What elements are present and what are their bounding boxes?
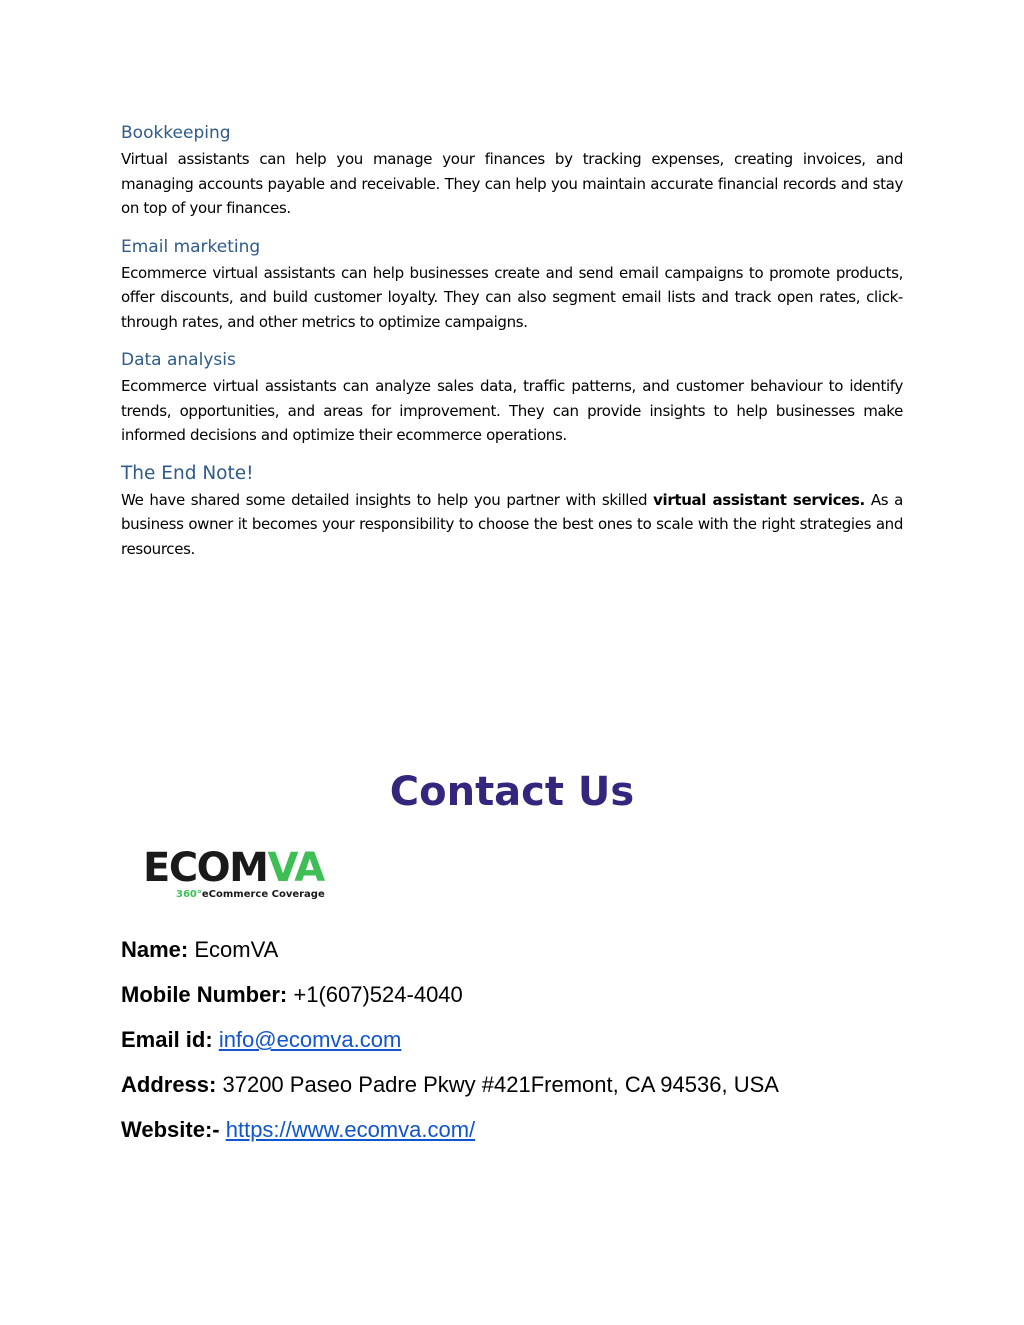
section-heading: Email marketing (121, 236, 261, 257)
contact-address-row (121, 1068, 921, 1113)
contact-website-row (121, 1113, 921, 1158)
address-value: 37200 Paseo Padre Pkwy #421Fremont, CA 94536, USA (222, 1072, 779, 1097)
ecomva-logo (143, 845, 343, 908)
logo-word-accent: VA (267, 845, 324, 891)
logo-word-main: ECOM (143, 845, 268, 891)
section-paragraph: Ecommerce virtual assistants can help businesses create and send email campaigns to promote products, offer discounts, and build customer loyalty. They can also segment email lists and track open rates, click-through rates, and other metrics to optimize campaigns. (121, 263, 903, 331)
section-end-note (121, 462, 903, 562)
mobile-label: Mobile Number: (121, 982, 288, 1007)
section-heading: The End Note! (121, 462, 254, 484)
end-note-bold-text: virtual assistant services. (653, 490, 865, 509)
end-note-text-end: As a business owner it becomes your responsibility to choose the best ones to scale with the right strategies and resources. (121, 490, 903, 558)
logo-wordmark (143, 845, 343, 891)
logo-tag-text: eCommerce Coverage (201, 889, 325, 900)
section-heading: Data analysis (121, 350, 236, 370)
address-label: Address: (121, 1072, 217, 1097)
email-label: Email id: (121, 1027, 213, 1052)
section-bookkeeping (121, 121, 903, 221)
section-heading: Bookkeeping (121, 123, 231, 143)
name-value: EcomVA (194, 937, 279, 962)
mobile-value: +1(607)524-4040 (293, 982, 463, 1007)
logo-tag-number: 360 (176, 889, 197, 900)
website-link[interactable]: https://www.ecomva.com/ (225, 1117, 476, 1142)
article-body (121, 121, 903, 575)
contact-mobile-row (121, 978, 921, 1023)
section-data-analysis (121, 348, 903, 448)
website-label: Website:- (121, 1117, 220, 1142)
section-email-marketing (121, 235, 903, 335)
email-link[interactable]: info@ecomva.com (218, 1027, 402, 1052)
contact-email-row (121, 1023, 921, 1068)
end-note-text-start: We have shared some detailed insights to help you partner with skilled (121, 490, 654, 509)
section-paragraph: Virtual assistants can help you manage your finances by tracking expenses, creating invoices, and managing accounts payable and receivable. They can help you maintain accurate financial records and stay on top of your finances. (121, 150, 903, 217)
contact-details (121, 933, 921, 1158)
contact-title: Contact Us (389, 769, 635, 815)
logo-tagline (176, 888, 343, 902)
logo-tag-degree: ° (196, 889, 202, 900)
name-label: Name: (121, 937, 189, 962)
contact-name-row (121, 933, 921, 978)
section-paragraph: Ecommerce virtual assistants can analyze sales data, traffic patterns, and customer behaviour to identify trends, opportunities, and areas for improvement. They can provide insights to help businesses make informed decisions and optimize their ecommerce operations. (121, 377, 903, 444)
section-paragraph (121, 488, 903, 562)
